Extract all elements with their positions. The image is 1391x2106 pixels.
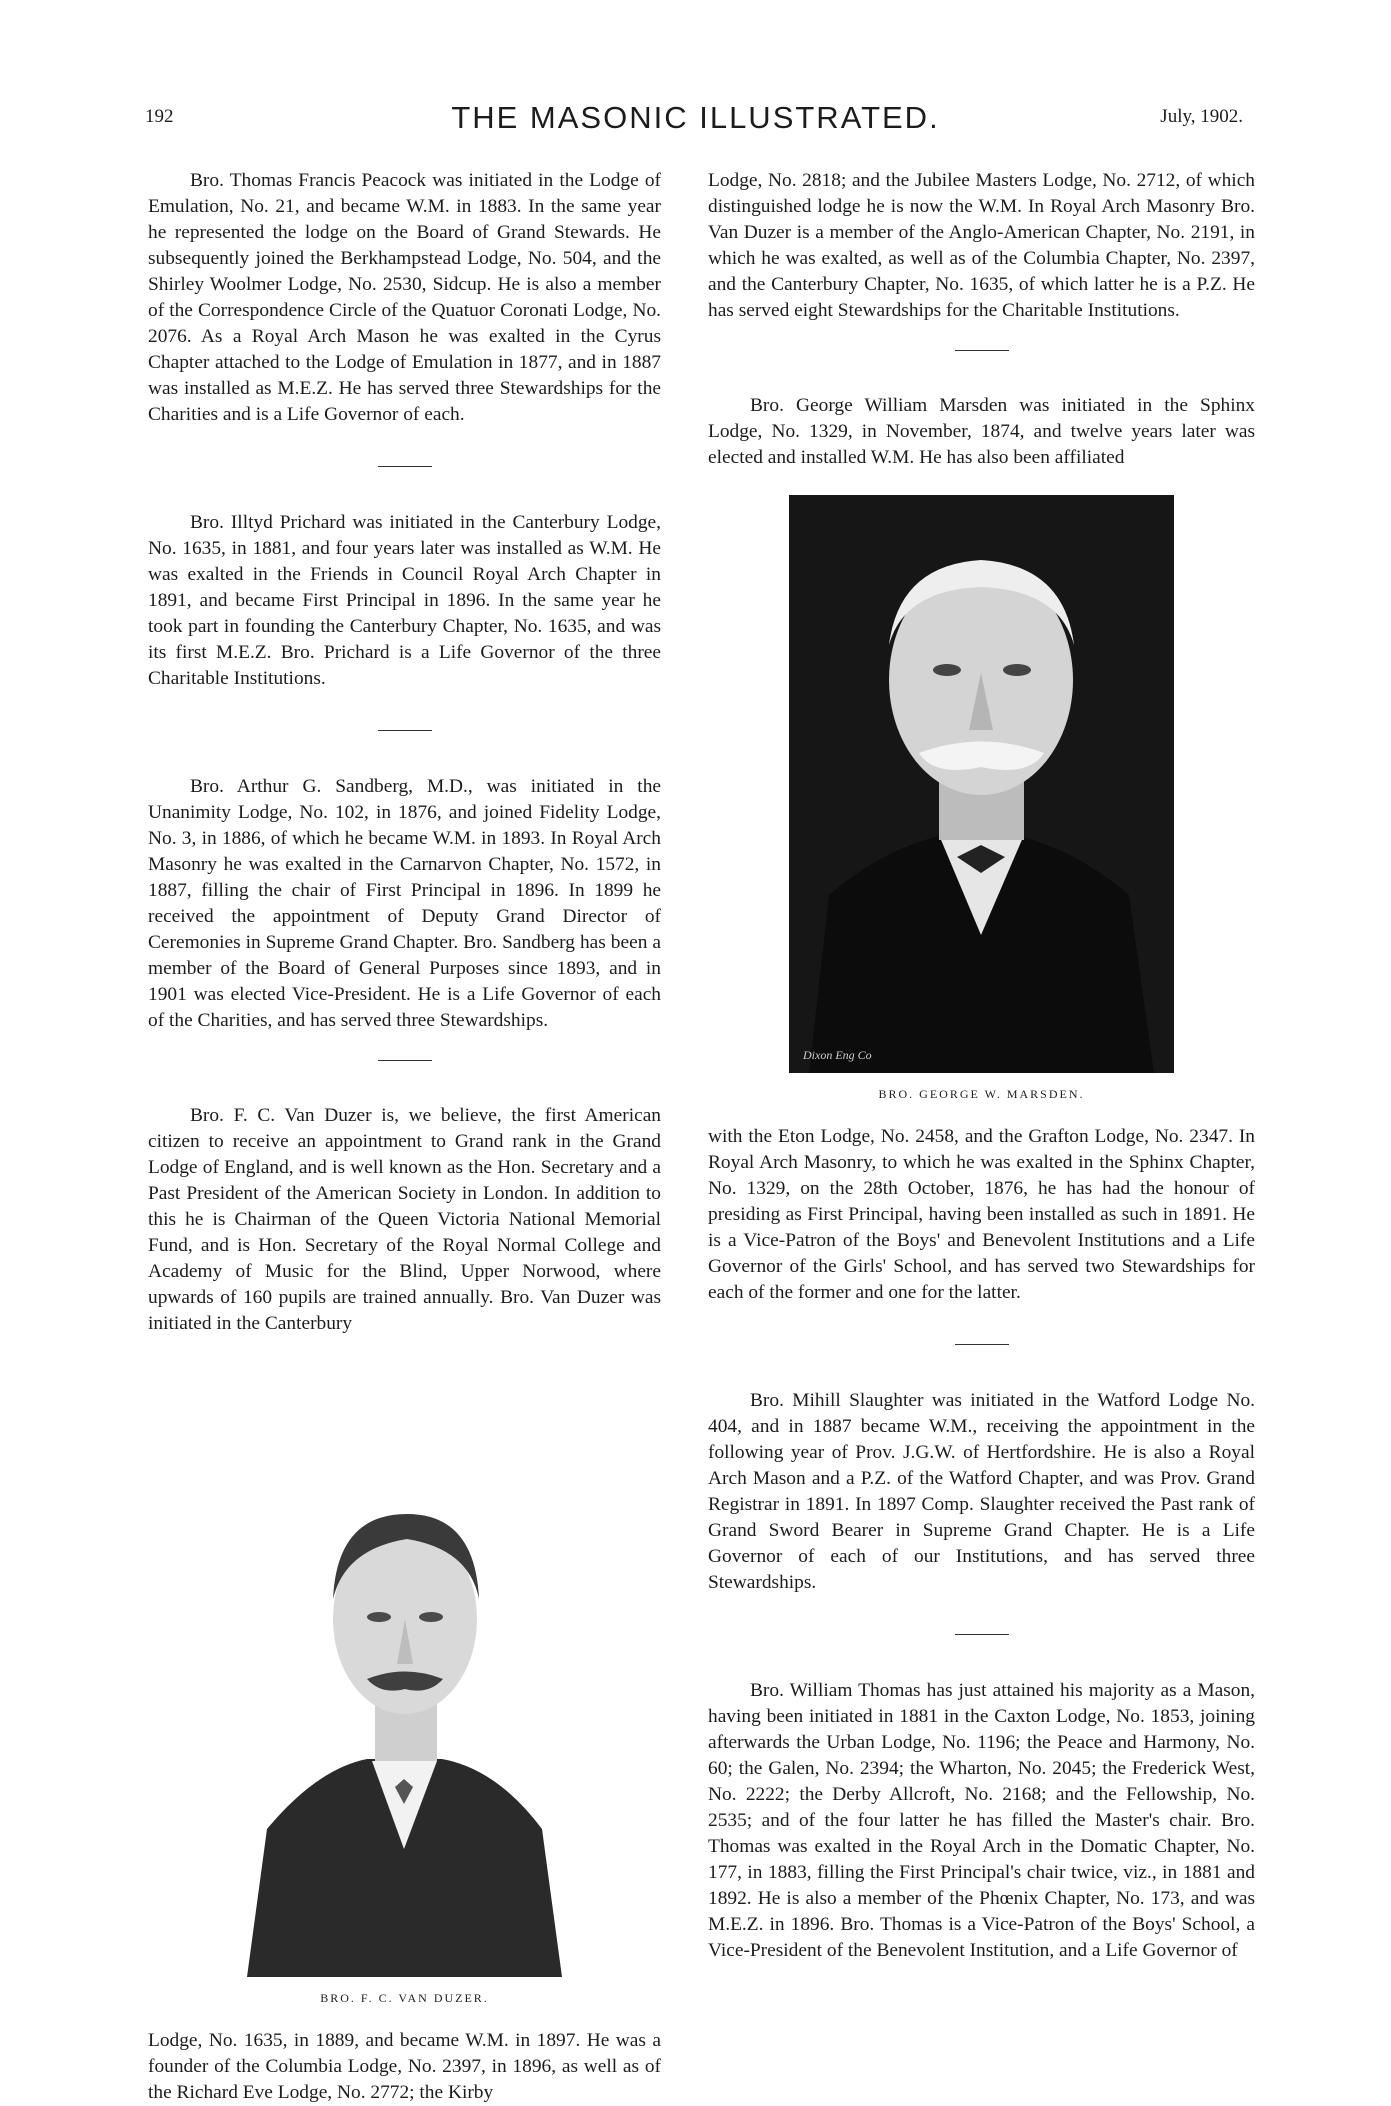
section-divider [378,466,432,467]
marsden-portrait [789,495,1174,1073]
peacock-paragraph: Bro. Thomas Francis Peacock was initiated in the Lodge of Emulation, No. 21, and became W.M. in 1883. In the same year he represented the lodge on the Board of Grand Stewards. He subsequently joined the Berkhampstead Lodge, No. 504, and the Shirley Woolmer Lodge, No. 2530, Sidcup. He is also a member of the Correspondence Circle of the Quatuor Coronati Lodge, No. 2076. As a Royal Arch Mason he was exalted in the Cyrus Chapter attached to the Lodge of Emulation in 1877, and in 1887 was installed as M.E.Z. He has served three Stewardships for the Charities and is a Life Governor of each. [148,170,661,425]
section-divider [955,350,1009,351]
slaughter-paragraph: Bro. Mihill Slaughter was initiated in the Watford Lodge No. 404, and in 1887 became W.M., receiving the appointment in the following year of Prov. J.G.W. of Hertfordshire. He is also a Royal Arch Mason and a P.Z. of the Watford Chapter, and was Prov. Grand Registrar in 1891. In 1897 Comp. Slaughter received the Past rank of Grand Sword Bearer in Supreme Grand Chapter. He is a Life Governor of each of our Institutions, and has served three Stewardships. [708,1390,1255,1593]
van-duzer-paragraph: Bro. F. C. Van Duzer is, we believe, the first American citizen to receive an appointment to Grand rank in the Grand Lodge of England, and is well known as the Hon. Secretary and a Past President of the American Society in London. In addition to this he is Chairman of the Queen Victoria National Memorial Fund, and is Hon. Secretary of the Royal Normal College and Academy of Music for the Blind, Upper Norwood, where upwards of 160 pupils are trained annually. Bro. Van Duzer was initiated in the Canterbury [148,1105,661,1334]
section-divider [955,1634,1009,1635]
van-duzer-continued: Lodge, No. 1635, in 1889, and became W.M. in 1897. He was a founder of the Columbia Lodge, No. 2397, in 1896, as well as of the Richard Eve Lodge, No. 2772; the Kirby [148,2030,661,2103]
thomas-paragraph: Bro. William Thomas has just attained his majority as a Mason, having been initiated in 1881 in the Caxton Lodge, No. 1853, joining afterwards the Urban Lodge, No. 1196; the Peace and Harmony, No. 60; the Galen, No. 2394; the Wharton, No. 2045; the Frederick West, No. 2222; the Derby Allcroft, No. 2168; and the Fellowship, No. 2535; and of the four latter he has filled the Master's chair. Bro. Thomas was exalted in the Royal Arch in the Domatic Chapter, No. 177, in 1883, filling the First Principal's chair twice, viz., in 1881 and 1892. He is also a member of the Phœnix Chapter, No. 173, and was M.E.Z. in 1896. Bro. Thomas is a Vice-Patron of the Boys' School, a Vice-President of the Benevolent Institution, and a Life Governor of [708,1680,1255,1961]
sandberg-paragraph: Bro. Arthur G. Sandberg, M.D., was initiated in the Unanimity Lodge, No. 102, in 1876, and joined Fidelity Lodge, No. 3, in 1886, of which he became W.M. in 1893. In Royal Arch Masonry he was exalted in the Carnarvon Chapter, No. 1572, in 1887, filling the chair of First Principal in 1896. In 1899 he received the appointment of Deputy Grand Director of Ceremonies in Supreme Grand Chapter. Bro. Sandberg has been a member of the Board of General Purposes since 1893, and in 1901 was elected Vice-President. He is a Life Governor of each of the Charities, and has served three Stewardships. [148,776,661,1031]
page-header [0,100,1391,140]
van-duzer-caption: BRO. F. C. VAN DUZER. [320,1991,489,2005]
left-column [148,168,661,2106]
right-column [708,168,1255,1964]
engraver-mark: Dixon Eng Co [803,1048,872,1062]
issue-date: July, 1902. [1160,106,1243,127]
section-divider [378,730,432,731]
van-duzer-continued-2: Lodge, No. 2818; and the Jubilee Masters Lodge, No. 2712, of which distinguished lodge he is now the W.M. In Royal Arch Masonry Bro. Van Duzer is a member of the Anglo-American Chapter, No. 2191, in which he was exalted, as well as of the Columbia Chapter, No. 2397, and the Canterbury Chapter, No. 1635, of which latter he is a P.Z. He has served eight Stewardships for the Charitable Institutions. [708,170,1255,321]
section-divider [378,1060,432,1061]
marsden-continued: with the Eton Lodge, No. 2458, and the Grafton Lodge, No. 2347. In Royal Arch Masonry, to which he was exalted in the Sphinx Chapter, No. 1329, on the 28th October, 1876, he has had the honour of presiding as First Principal, having been installed as such in 1891. He is a Vice-Patron of the Boys' and Benevolent Institutions and a Life Governor of the Girls' School, and has served two Stewardships for each of the former and one for the latter. [708,1126,1255,1303]
publication-title: THE MASONIC ILLUSTRATED. [451,100,940,135]
van-duzer-portrait [207,1469,602,1977]
page-number: 192 [145,106,174,127]
marsden-paragraph: Bro. George William Marsden was initiated in the Sphinx Lodge, No. 1329, in November, 1874, and twelve years later was elected and installed W.M. He has also been affiliated [708,395,1255,468]
section-divider [955,1344,1009,1345]
prichard-paragraph: Bro. Illtyd Prichard was initiated in the Canterbury Lodge, No. 1635, in 1881, and four years later was installed as W.M. He was exalted in the Friends in Council Royal Arch Chapter in 1891, and became First Principal in 1896. In the same year he took part in founding the Canterbury Chapter, No. 1635, and was its first M.E.Z. Bro. Prichard is a Life Governor of the three Charitable Institutions. [148,512,661,689]
marsden-caption: BRO. GEORGE W. MARSDEN. [878,1087,1085,1101]
